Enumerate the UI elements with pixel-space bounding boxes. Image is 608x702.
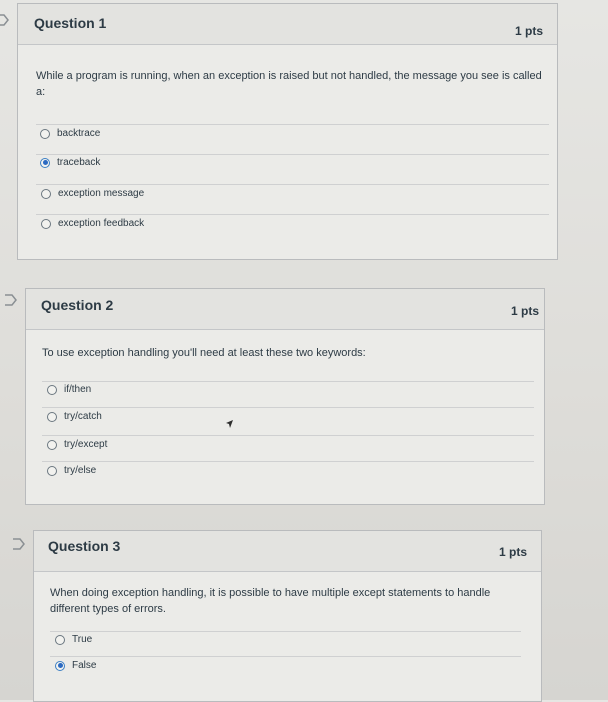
divider [36, 154, 549, 155]
divider [36, 184, 549, 185]
option-label: backtrace [57, 128, 101, 139]
option-label: False [72, 660, 97, 671]
option-try-catch[interactable] [47, 411, 102, 422]
option-exception-message[interactable] [41, 188, 144, 199]
option-exception-feedback[interactable] [41, 218, 144, 229]
divider [42, 407, 534, 408]
question-2-card [25, 288, 545, 505]
mouse-cursor-icon [223, 418, 235, 432]
radio-button[interactable] [41, 189, 51, 199]
radio-button[interactable] [55, 635, 65, 645]
radio-button-selected[interactable] [55, 661, 65, 671]
question-1-text: While a program is running, when an exception is raised but not handled, the message you see is called a: [36, 70, 542, 98]
option-label: exception message [58, 188, 145, 199]
divider [36, 214, 549, 215]
question-1-points: 1 pts [514, 24, 543, 38]
question-3-points: 1 pts [498, 545, 527, 559]
divider [42, 381, 534, 382]
question-1-title: Question 1 [34, 15, 107, 31]
flag-question-icon[interactable] [12, 538, 26, 550]
question-3-card [33, 530, 542, 702]
radio-button[interactable] [47, 466, 57, 476]
question-2-points: 1 pts [510, 304, 539, 318]
radio-button[interactable] [47, 385, 57, 395]
option-backtrace[interactable] [40, 128, 100, 139]
question-3-text: When doing exception handling, it is possible to have multiple except statements to handle different types of errors. [50, 587, 491, 615]
question-2-text: To use exception handling you'll need at least these two keywords: [42, 347, 366, 359]
radio-button[interactable] [47, 412, 57, 422]
radio-button[interactable] [41, 219, 51, 229]
question-3-header [34, 531, 541, 572]
option-traceback[interactable] [40, 157, 100, 168]
flag-question-icon[interactable] [0, 14, 10, 26]
question-1-header [18, 4, 557, 45]
option-true[interactable] [55, 634, 92, 645]
question-3-title: Question 3 [48, 538, 121, 554]
question-1-card [17, 3, 558, 260]
option-label: if/then [64, 384, 92, 395]
radio-button[interactable] [47, 440, 57, 450]
radio-button[interactable] [40, 129, 50, 139]
option-false[interactable] [55, 660, 96, 671]
divider [50, 656, 521, 657]
option-try-except[interactable] [47, 439, 107, 450]
radio-button-selected[interactable] [40, 158, 50, 168]
option-label: try/catch [64, 411, 102, 422]
option-label: try/except [64, 439, 108, 450]
question-2-header [26, 289, 544, 330]
divider [50, 631, 521, 632]
option-try-else[interactable] [47, 465, 96, 476]
flag-question-icon[interactable] [4, 294, 18, 306]
option-label: exception feedback [58, 218, 145, 229]
option-label: True [72, 634, 93, 645]
divider [42, 435, 534, 436]
divider [42, 461, 534, 462]
option-label: try/else [64, 465, 97, 476]
option-if-then[interactable] [47, 384, 91, 395]
option-label: traceback [57, 157, 101, 168]
question-2-title: Question 2 [41, 297, 114, 313]
divider [36, 124, 549, 125]
